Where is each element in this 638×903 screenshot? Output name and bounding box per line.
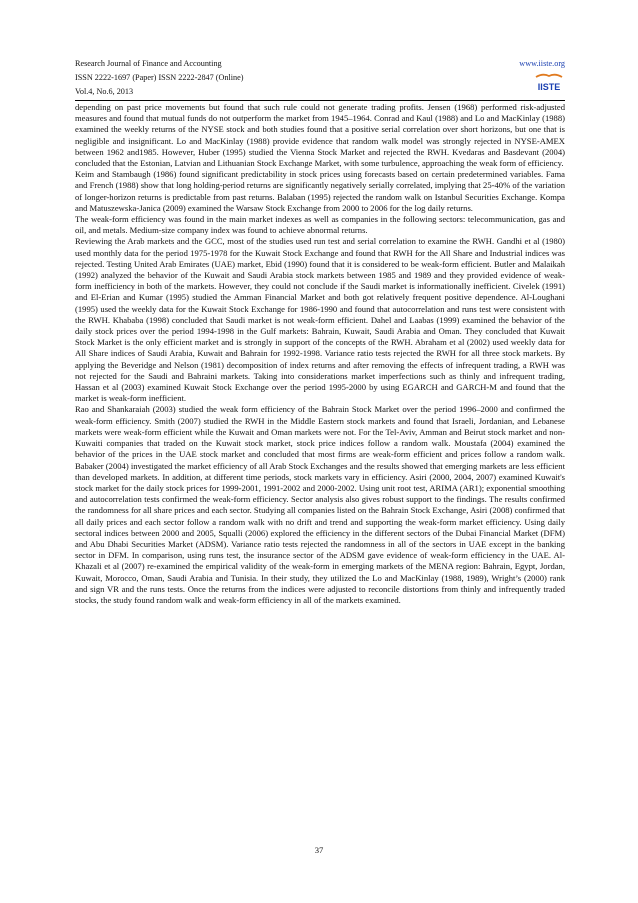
header-divider — [75, 100, 565, 101]
paragraph: Rao and Shankaraiah (2003) studied the weak form efficiency of the Bahrain Stock Market over the period 1996–2000 and confirmed the weak-form efficiency. Smith (2007) studied the RWH in the Middle Eastern stock markets and found that Israeli, Jordanian, and Lebanese markets were weak-form efficient while the Kuwait and Oman markets were not. For the Tel-Aviv, Amman and Beirut stock market and non-Kuwaiti companies that traded on the Kuwait stock market, stock price indices follow a random walk. Moustafa (2004) examined the behavior of the prices in the UAE stock market and concluded that most firms are weak-form efficient and prices follow a random walk. Babaker (2004) investigated the market efficiency of all Arab Stock Exchanges and the results showed that emerging markets are less efficient than developed markets. In addition, at different time periods, stock markets vary in efficiency. Asiri (2000, 2004, 2007) examined Kuwait's stock market for the daily stock prices for 1999-2001, 1991-2002 and 2000-2002. Using unit root test, ARIMA (AR1); exponential smoothing and autocorrelation tests confirmed the weak-form efficiency. Sector analysis also gives robust support to the findings. The results confirmed the randomness for all share prices and each sector. Studying all companies listed on the Bahrain Stock Exchange, Asiri (2008) confirmed that all daily prices and each sector follow a random walk with no drift and trend and supporting the weak-form market efficiency. Using daily sectoral indices between 2000 and 2005, Squalli (2006) explored the efficiency in the different sectors of the Dubai Financial Market (DFM) and Abu Dhabi Securities Market (ADSM). Variance ratio tests rejected the randomness in all of the sectors in UAE except in the banking sector in DFM. In comparison, using runs test, the insurance sector of the ADSM gave evidence of weak-form efficiency in the UAE. Al-Khazali et al (2007) re-examined the empirical validity of the weak-form in emerging markets of the MENA region: Bahrain, Egypt, Jordan, Kuwait, Morocco, Oman, Saudi Arabia and Tunisia. In their study, they utilized the Lo and MacKinlay (1988, 1989), Wright’s (2000) rank and sign VR and the runs tests. Once the returns from the indices were adjusted to reconcile distortions from thinly and infrequently traded stocks, the study found random walk and weak-form efficiency in all of the markets examined. — [75, 404, 565, 605]
journal-title: Research Journal of Finance and Accounting — [75, 59, 222, 68]
volume-line: Vol.4, No.6, 2013 — [75, 87, 134, 96]
logo-text: IISTE — [537, 82, 561, 92]
paragraph: Keim and Stambaugh (1986) found significant predictability in stock prices using forecasts based on certain predetermined variables. Fama and French (1988) show that long holding-period returns are significantly negatively serially correlated, implying that 25-40% of the variation of longer-horizon returns is predictable from past returns. Balaban (1995) rejected the random walk on Istanbul Securities Exchange. Kompa and Matuszewska-Janica (2009) examined the Warsaw Stock Exchange from 2000 to 2006 for the log daily returns. — [75, 169, 565, 213]
page-number: 37 — [314, 845, 324, 855]
website-link[interactable]: www.iiste.org — [519, 59, 565, 68]
issn-line: ISSN 2222-1697 (Paper) ISSN 2222-2847 (Online) — [75, 73, 244, 82]
running-header — [75, 57, 565, 99]
paragraph: The weak-form efficiency was found in the main market indexes as well as companies in the following sectors: telecommunication, gas and oil, and metals. Medium-size company index was found to achieve abnormal returns. — [75, 214, 565, 236]
iiste-logo — [534, 72, 564, 94]
paragraph: Reviewing the Arab markets and the GCC, most of the studies used run test and serial correlation to examine the RWH. Gandhi et al (1980) used monthly data for the period 1975-1978 for the Kuwait Stock Exchange and found that RWH for the All Share and Industrial indices was rejected. Testing United Arab Emirates (UAE) market, Ebid (1990) found that it is considered to be weak-form efficient. Butler and Malaikah (1992) analyzed the behavior of the Kuwait and Saudi Arabia stock markets between 1985 and 1989 and they provided evidence of weak-form inefficiency in both of the markets. However, they could not conclude if the Saudi market is informationally inefficient. Civelek (1991) and El-Erian and Kumar (1995) studied the Amman Financial Market and both got relatively frequent positive dependence. Al-Loughani (1995) used the weekly data for the Kuwait Stock Exchange for 1986-1990 and found that autocorrelation and runs test were consistent with the RWH. Khababa (1998) concluded that Saudi market is not weak-form efficient. Dahel and Laabas (1999) examined the behavior of the daily stock prices over the period 1994-1998 in the Gulf markets: Bahrain, Kuwait, Saudi Arabia and Oman. They concluded that Kuwait Stock Market is the only efficient market and is strongly in support of the concepts of the RWH. Abraham et al (2002) used weekly data for All Share indices of Saudi Arabia, Kuwait and Bahrain for 1992-1998. Variance ratio tests rejected the RWH for all three stock markets. By applying the Beveridge and Nelson (1981) decomposition of index returns and after removing the effects of infrequent trading, a RWH was not rejected for the Saudi and Bahraini markets. Taking into considerations market imperfections such as thinly and infrequent trading, Hassan et al (2003) examined Kuwait Stock Exchange over the period 1995-2000 by using EGARCH and GARCH-M and found that the market is weak-form inefficient. — [75, 236, 565, 404]
body-text — [75, 102, 565, 606]
paragraph: depending on past price movements but found that such rule could not generate trading profits. Jensen (1968) performed risk-adjusted measures and found that mutual funds do not outperform the market from 1945–1964. Conrad and Kaul (1988) and Lo and MacKinlay (1988) examined the weekly returns of the NYSE stock and both studies found that a positive serial correlation over short horizons, but one that is negligible and insignificant. Lo and MacKinlay (1988) provide evidence that random walk model was strongly rejected in NYSE-AMEX between 1962 and1985. However, Huber (1995) studied the Vienna Stock Market and rejected the RWH. Kvedaras and Basdevant (2004) concluded that the Estonian, Latvian and Lithuanian Stock Exchange Market, with some turbulence, approaching the weak form of efficiency. — [75, 102, 565, 169]
